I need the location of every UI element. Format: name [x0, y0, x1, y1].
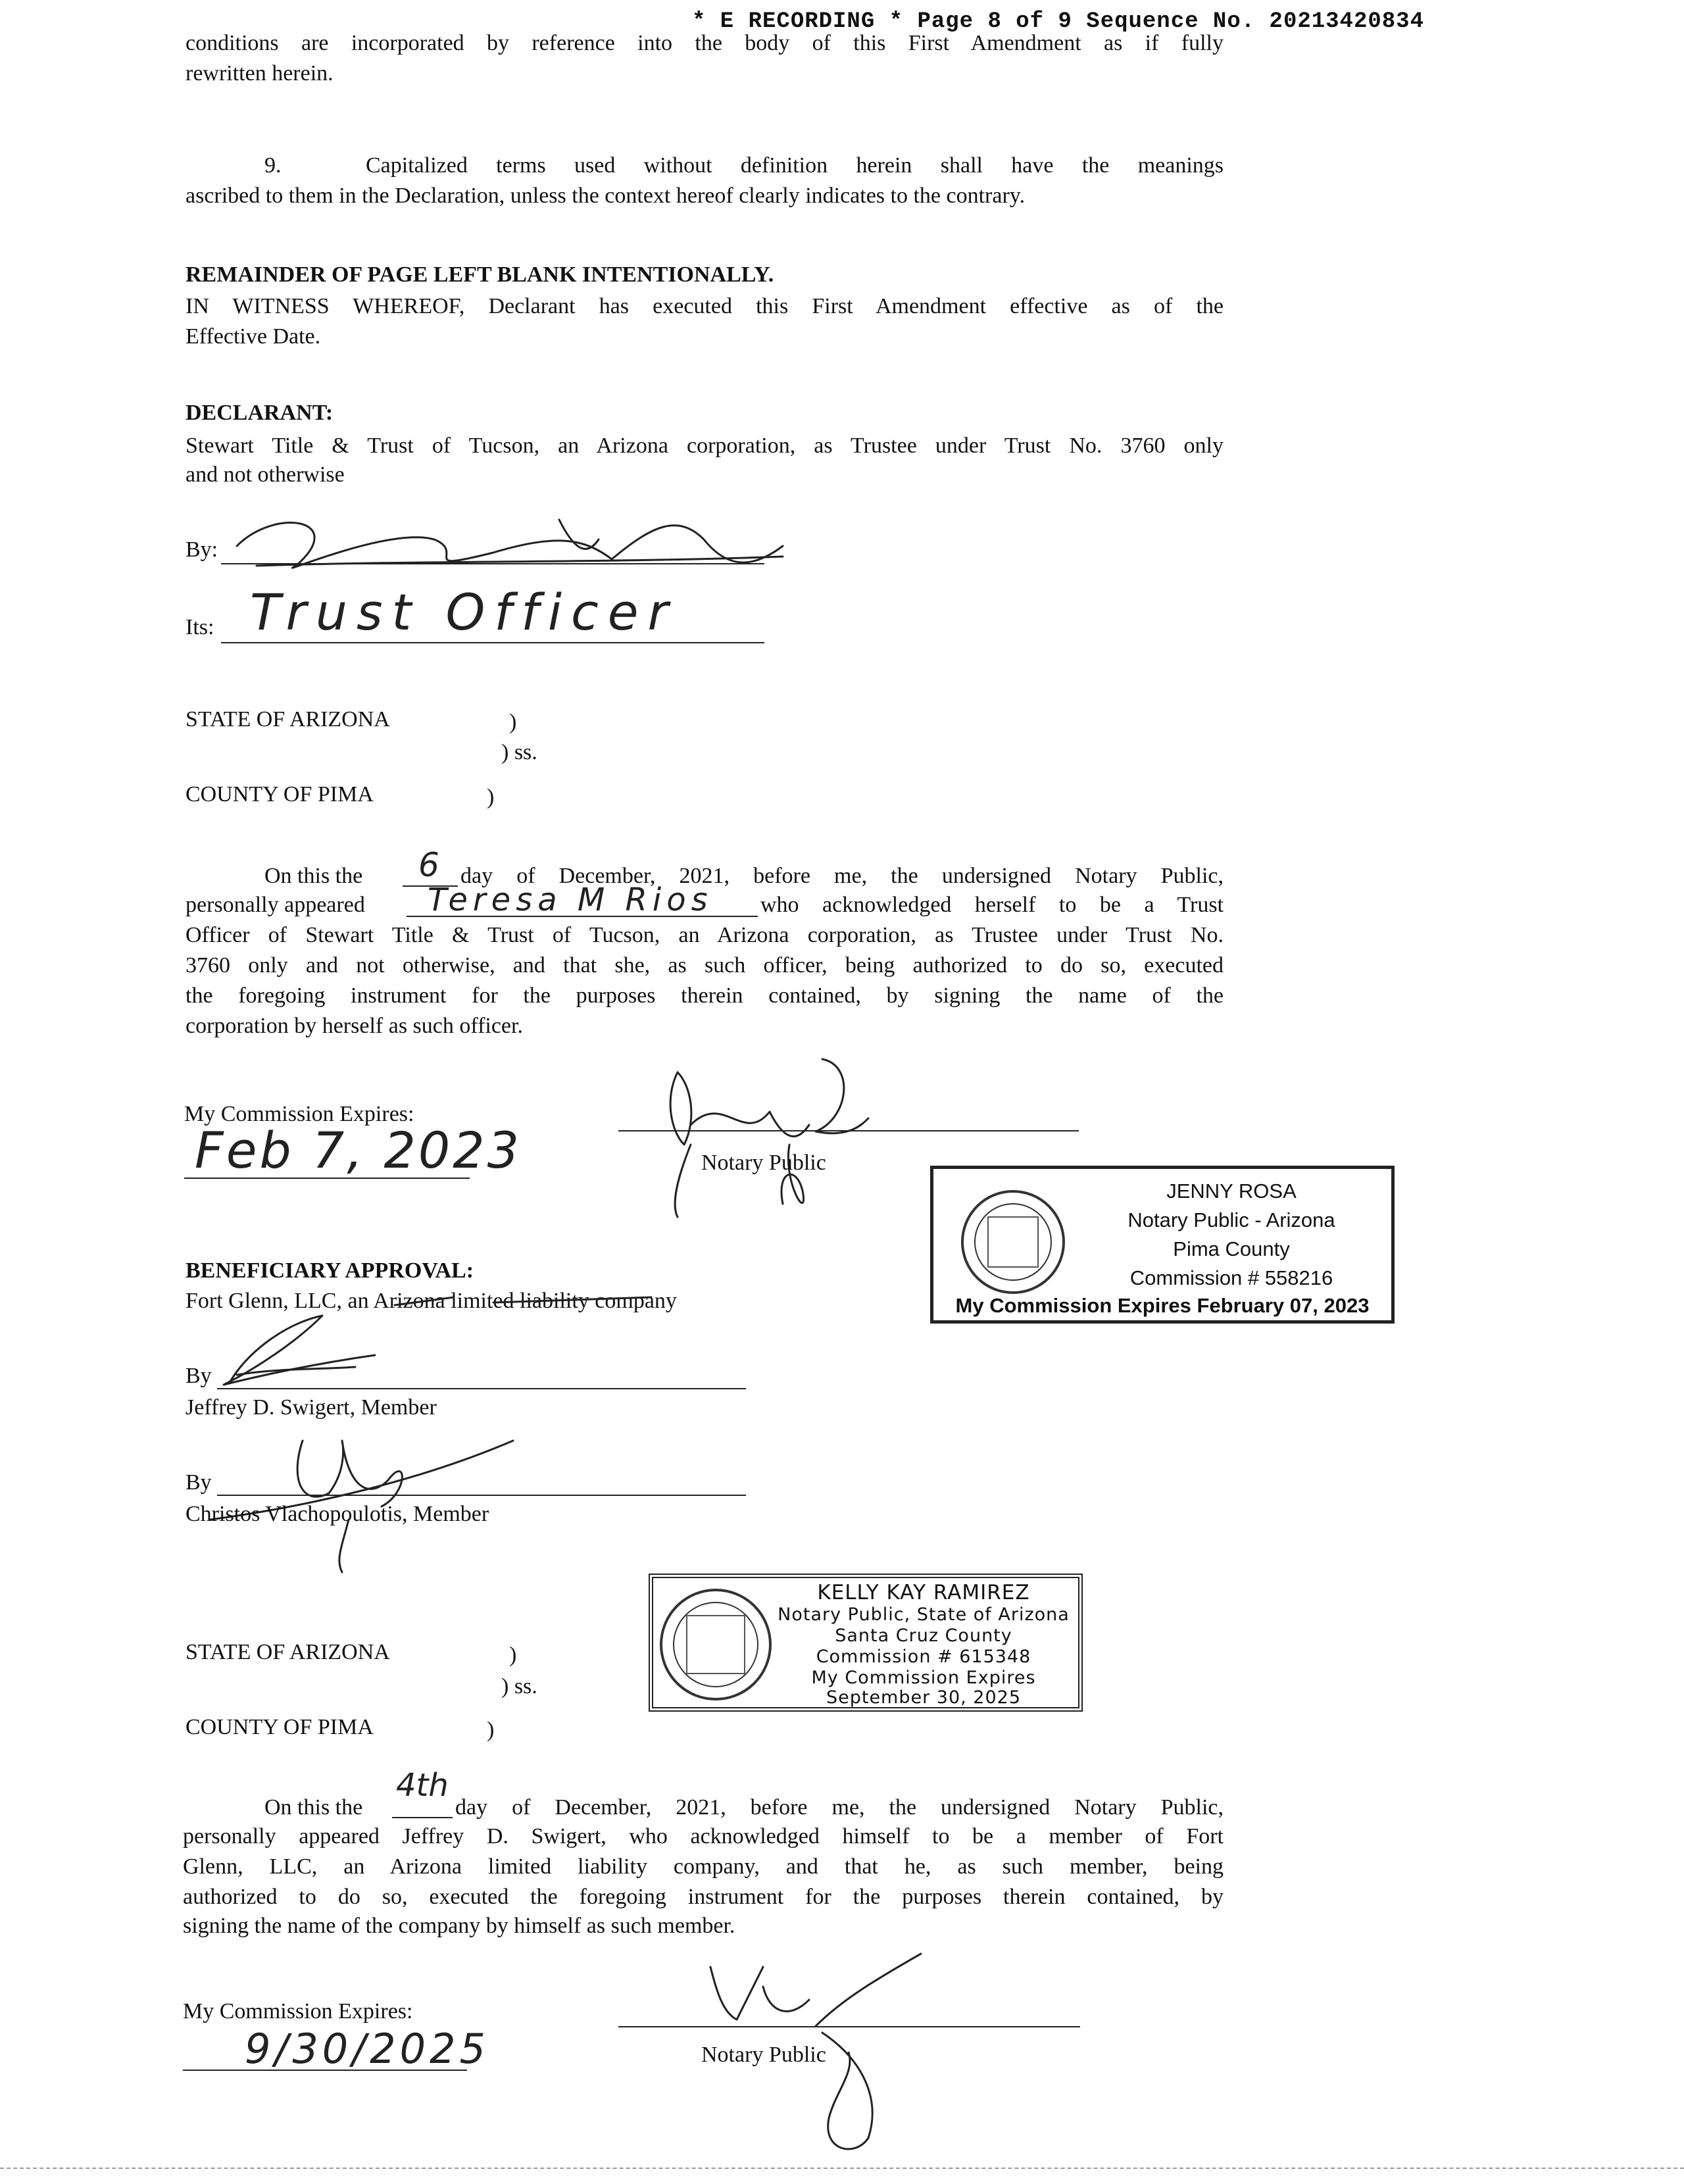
declarant-by-label: By: [186, 537, 218, 562]
notary2-paren1: ) [509, 1643, 517, 1667]
notary2-line3: Glenn, LLC, an Arizona limited liability company, and that he, as such member, being [183, 1854, 1224, 1879]
declarant-signature [217, 500, 796, 592]
notary2-state: STATE OF ARIZONA [186, 1640, 390, 1664]
stamp1-commission: Commission # 558216 [1129, 1266, 1333, 1289]
notary2-line1a: On this the [264, 1795, 363, 1820]
notary1-line6: corporation by herself as such officer. [186, 1014, 523, 1038]
notary1-paren1: ) [509, 710, 517, 734]
para9-number: 9. [264, 153, 282, 178]
notary2-paren2: ) [487, 1718, 495, 1742]
notary1-commission-handwritten: Feb 7, 2023 [195, 1121, 522, 1179]
beneficiary-member1: Jeffrey D. Swigert, Member [186, 1395, 437, 1420]
notary1-stamp [930, 1166, 1395, 1324]
declarant-its-label: Its: [186, 615, 214, 639]
notary2-day-blank [392, 1817, 453, 1818]
notary2-line1b: day of December, 2021, before me, the undersigned Notary Public, [455, 1795, 1224, 1820]
notary1-line5: the foregoing instrument for the purposes therein contained, by signing the name of the [186, 983, 1224, 1008]
para8-line2: rewritten herein. [186, 61, 334, 86]
beneficiary-line: Fort Glenn, LLC, an Arizona limited liability company [186, 1289, 677, 1313]
para9-line2: ascribed to them in the Declaration, unless the context hereof clearly indicates to the contrary. [186, 184, 1026, 208]
notary1-line3: Officer of Stewart Title & Trust of Tucson, an Arizona corporation, as Trustee under Trust No. [186, 923, 1224, 947]
notary2-county: COUNTY OF PIMA [186, 1715, 374, 1739]
declarant-its-handwritten: Trust Officer [250, 583, 678, 641]
para9-line1: Capitalized terms used without definition herein shall have the meanings [366, 153, 1224, 178]
notary1-ss: ) ss. [501, 740, 537, 764]
notary1-paren2: ) [487, 785, 495, 809]
notary1-county: COUNTY OF PIMA [186, 782, 374, 807]
stamp1-expires: My Commission Expires February 07, 2023 [955, 1294, 1370, 1317]
notary2-line4: authorized to do so, executed the foregoing instrument for the purposes therein contained, by [183, 1885, 1224, 1909]
stamp2-commission: Commission # 615348 [816, 1647, 1031, 1667]
stamp2-title: Notary Public, State of Arizona [778, 1604, 1070, 1625]
stamp2-name: KELLY KAY RAMIREZ [817, 1581, 1030, 1604]
notary2-commission-handwritten: 9/30/2025 [245, 2025, 489, 2073]
beneficiary-by1-label: By [186, 1364, 212, 1388]
notary1-public-label: Notary Public [701, 1151, 826, 1175]
beneficiary-heading: BENEFICIARY APPROVAL: [186, 1258, 474, 1283]
notary2-stamp [649, 1574, 1083, 1712]
beneficiary-by2-label: By [186, 1470, 212, 1495]
stamp2-expires-date: September 30, 2025 [826, 1687, 1022, 1708]
notary2-public-label: Notary Public [701, 2043, 826, 2067]
stamp1-name: JENNY ROSA [1166, 1179, 1297, 1203]
para8-line1: conditions are incorporated by reference into the body of this First Amendment as if fully [186, 31, 1224, 55]
notary1-line2a: personally appeared [186, 893, 365, 917]
notary1-commission-label: My Commission Expires: [184, 1102, 414, 1126]
beneficiary-signature-1 [197, 1309, 382, 1395]
notary1-name-handwritten: Teresa M Rios [428, 881, 713, 918]
notary2-line5: signing the name of the company by himself as such member. [183, 1914, 735, 1938]
declarant-line1: Stewart Title & Trust of Tucson, an Arizona corporation, as Trustee under Trust No. 3760 only [186, 434, 1224, 458]
notary2-ss: ) ss. [501, 1674, 537, 1699]
stamp2-expires-label: My Commission Expires [811, 1668, 1036, 1688]
notary1-day-handwritten: 6 [418, 846, 439, 884]
declarant-its-line [221, 642, 764, 643]
beneficiary-member2: Christos Vlachopoulotis, Member [186, 1502, 489, 1526]
notary2-line2: personally appeared Jeffrey D. Swigert, who acknowledged himself to be a member of Fort [183, 1824, 1224, 1849]
stamp1-county: Pima County [1173, 1237, 1290, 1260]
page-bottom-edge [0, 2168, 1684, 2169]
arizona-seal-icon [660, 1589, 772, 1700]
stamp1-title: Notary Public - Arizona [1127, 1208, 1335, 1231]
stamp2-county: Santa Cruz County [835, 1626, 1012, 1646]
witness-line2: Effective Date. [186, 324, 321, 349]
notary1-line1a: On this the [264, 864, 363, 888]
notary1-line1b: day of December, 2021, before me, the undersigned Notary Public, [460, 864, 1224, 888]
notary1-line4: 3760 only and not otherwise, and that she, as such officer, being authorized to do so, executed [186, 953, 1224, 978]
declarant-line2: and not otherwise [186, 462, 345, 487]
notary1-signature [651, 1046, 888, 1230]
arizona-seal-icon [961, 1190, 1065, 1294]
recording-header: * E RECORDING * Page 8 of 9 Sequence No. 20213420834 [692, 9, 1424, 34]
remainder-blank-notice: REMAINDER OF PAGE LEFT BLANK INTENTIONALLY. [186, 262, 774, 287]
notary1-line2b: who acknowledged herself to be a Trust [760, 893, 1224, 917]
beneficiary-strikethrough [395, 1291, 651, 1310]
witness-line1: IN WITNESS WHEREOF, Declarant has executed this First Amendment effective as of the [186, 294, 1224, 318]
declarant-heading: DECLARANT: [186, 401, 334, 425]
notary2-day-handwritten: 4th [396, 1767, 449, 1804]
notary2-commission-label: My Commission Expires: [183, 1999, 413, 2023]
notary1-state: STATE OF ARIZONA [186, 707, 390, 732]
